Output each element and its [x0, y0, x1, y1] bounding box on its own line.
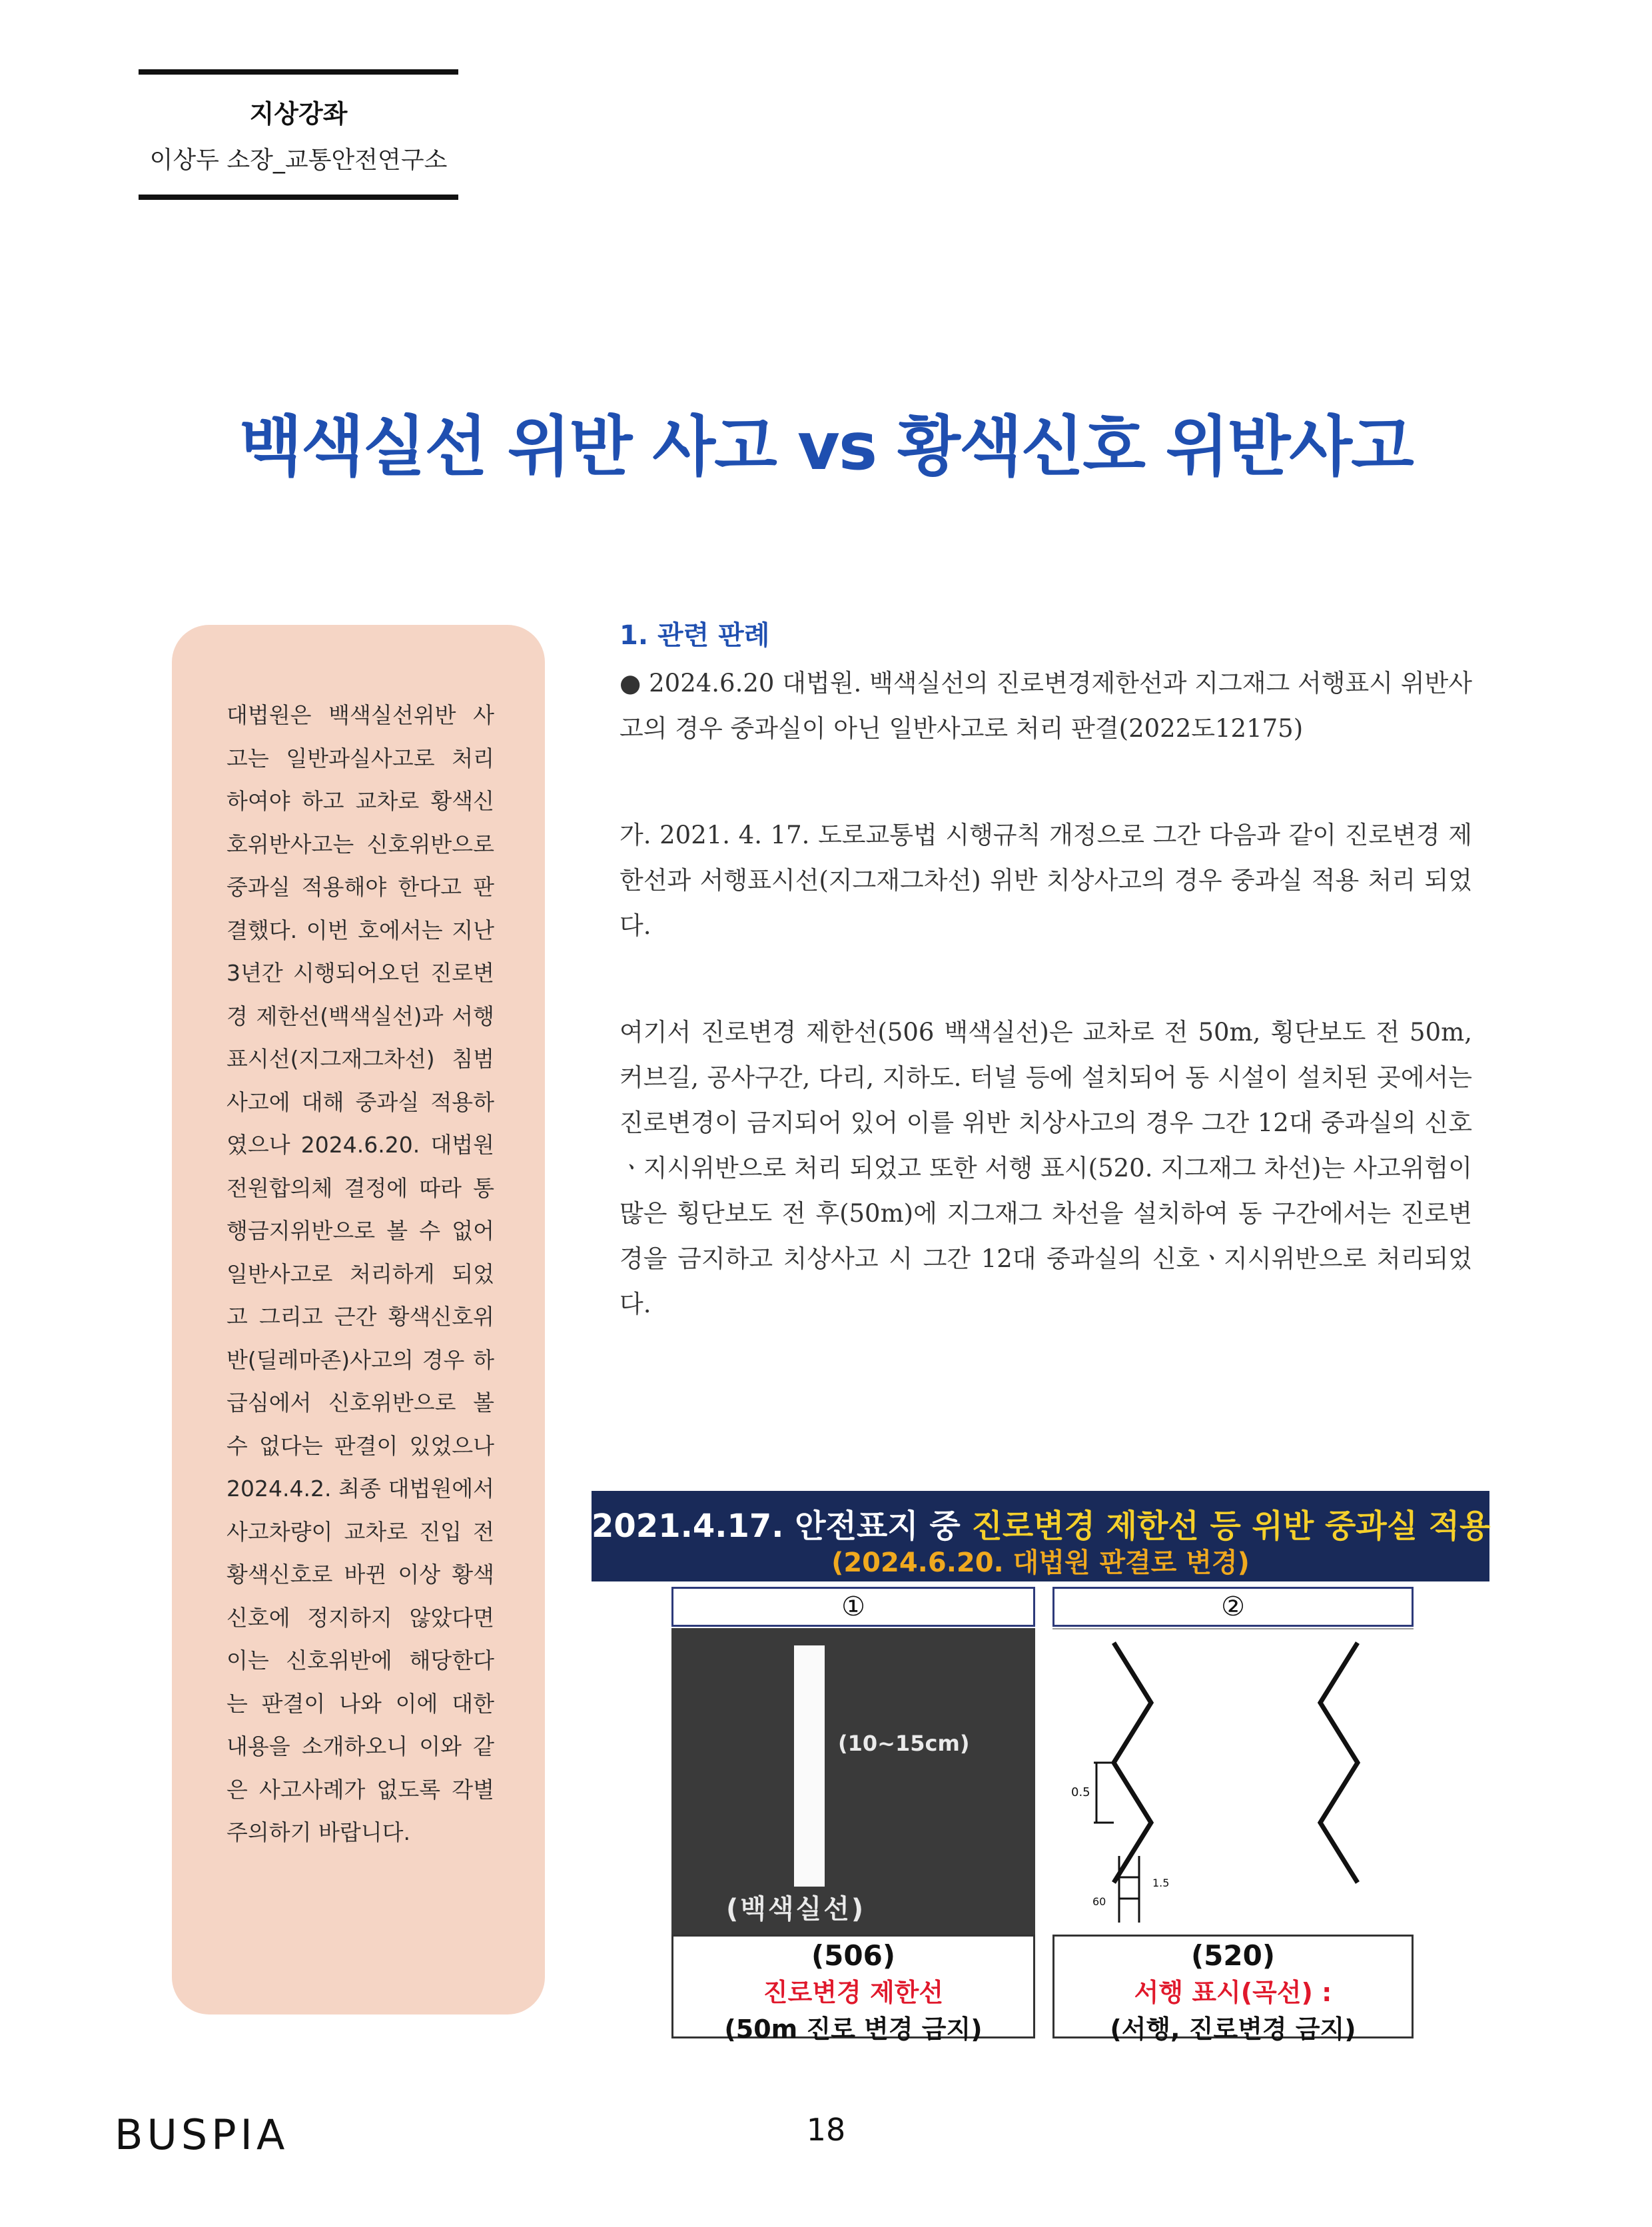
dimension-label-1: 0.5	[1071, 1785, 1090, 1799]
caption-name-520: 서행 표시(곡선) :	[1134, 1978, 1332, 2007]
header-top-rule	[139, 69, 458, 75]
zigzag-panel	[1052, 1628, 1414, 1936]
buspia-logo: BUSPIA	[115, 2110, 289, 2159]
caption-code-506: (506)	[811, 1939, 896, 1972]
panel-number-2: ②	[1052, 1587, 1414, 1627]
panel-number-1: ①	[671, 1587, 1035, 1627]
figure-banner-subtitle: (2024.6.20. 대법원 판결로 변경)	[831, 1548, 1250, 1578]
header-bottom-rule	[139, 195, 458, 200]
zigzag-lines-drawing	[1052, 1629, 1414, 1936]
paragraph-ruling: ● 2024.6.20 대법원. 백색실선의 진로변경제한선과 지그재그 서행표시 위반사고의 경우 중과실이 아닌 일반사고로 처리 판결(2022도12175)	[620, 669, 1472, 743]
summary-text: 대법원은 백색실선위반 사고는 일반과실사고로 처리하여야 하고 교차로 황색신호위반사고는 신호위반으로 중과실 적용해야 한다고 판결했다. 이번 호에서는 지난 3년간 시행되어오던 진로변경 제한선(백색실선)과 서행 표시선(지그재그차선) 침범사고에 대해 중과실 적용하였으나 2024.6.20. 대법원 전원합의체 결정에 따라 통행금지위반으로 볼 수 없어 일반사고로 처리하게 되었고 그리고 근간 황색신호위반(딜레마존)사고의 경우 하급심에서 신호위반으로 볼 수 없다는 판결이 있었으나 2024.4.2. 최종 대법원에서 사고차량이 교차로 진입 전 황색신호로 바뀐 이상 황색신호에 정지하지 않았다면 이는 신호위반에 해당한다는 판결이 나와 이에 대한 내용을 소개하오니 이와 같은 사고사례가 없도록 각별 주의하기 바랍니다.	[226, 702, 494, 1845]
caption-note-520: (서행, 진로변경 금지)	[1110, 2014, 1356, 2044]
column-author: 이상두 소장_교통안전연구소	[149, 147, 448, 174]
zigzag-line-left	[1114, 1643, 1151, 1883]
section-heading: 1. 관련 판례	[620, 620, 770, 651]
white-solid-line	[794, 1645, 825, 1887]
caption-box-520	[1052, 1935, 1414, 2044]
article-title: 백색실선 위반 사고 vs 황색신호 위반사고	[239, 409, 1413, 485]
caption-box-506	[671, 1935, 1035, 2044]
column-category: 지상강좌	[249, 99, 348, 129]
dimension-label-2: 1.5	[1152, 1877, 1170, 1889]
solid-line-label: (백색실선)	[726, 1894, 866, 1925]
paragraph-details: 여기서 진로변경 제한선(506 백색실선)은 교차로 전 50m, 횡단보도 전 50m, 커브길, 공사구간, 다리, 지하도. 터널 등에 설치되어 동 시설이 설치된 곳에서는 진로변경이 금지되어 있어 이를 위반 치상사고의 경우 그간 12대 중과실의 신호ㆍ지시위반으로 처리 되었고 또한 서행 표시(520. 지그재그 차선)는 사고위험이 많은 횡단보도 전 후(50m)에 지그재그 차선을 설치하여 동 구간에서는 진로변경을 금지하고 치상사고 시 그간 12대 중과실의 신호ㆍ지시위반으로 처리되었다.	[620, 1018, 1472, 1318]
figure-banner-title-part1: 2021.4.17. 안전표지 중	[592, 1508, 972, 1545]
figure-banner-title	[592, 1500, 1489, 1546]
dimension-label-3: 60	[1092, 1895, 1106, 1908]
paragraph-background: 가. 2021. 4. 17. 도로교통법 시행규칙 개정으로 그간 다음과 같이 진로변경 제한선과 서행표시선(지그재그차선) 위반 치상사고의 경우 중과실 적용 처리 되었다.	[620, 821, 1472, 940]
caption-name-506: 진로변경 제한선	[763, 1978, 944, 2007]
zigzag-line-right	[1320, 1643, 1358, 1883]
figure-banner-highlight: 진로변경 제한선 등 위반 중과실 적용	[971, 1508, 1491, 1545]
page-number: 18	[806, 2112, 846, 2148]
figure-banner	[592, 1491, 1489, 1581]
caption-code-520: (520)	[1190, 1939, 1276, 1972]
caption-note-506: (50m 진로 변경 금지)	[724, 2014, 983, 2044]
line-width-label: (10~15cm)	[838, 1731, 970, 1756]
